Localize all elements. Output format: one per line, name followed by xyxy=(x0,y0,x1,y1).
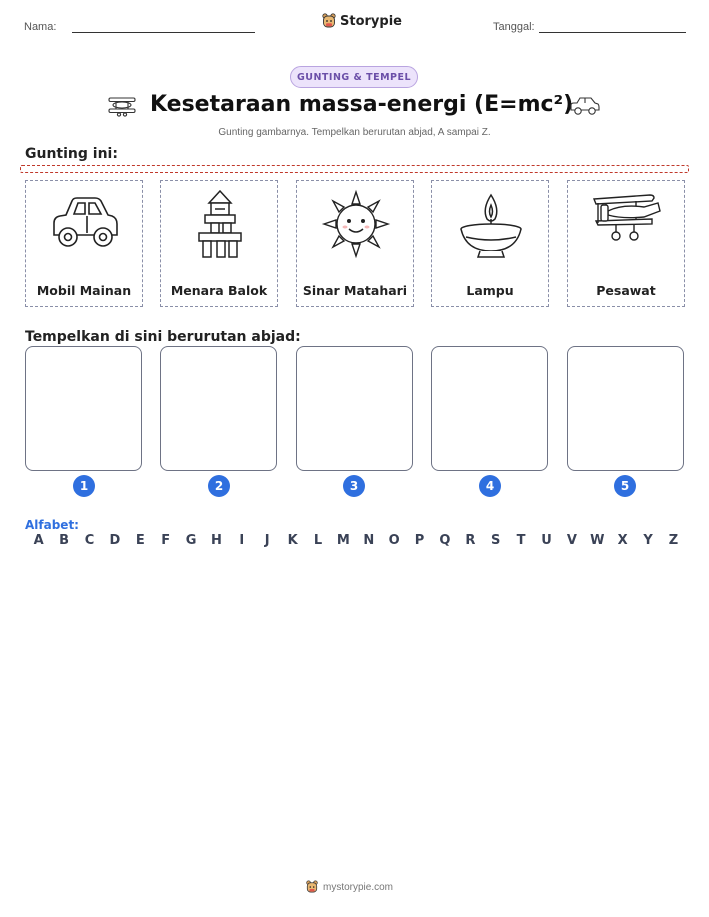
alphabet-letter: B xyxy=(59,533,70,548)
alphabet-letter: J xyxy=(264,533,270,548)
alphabet-letter: S xyxy=(491,533,501,548)
alphabet-letter: M xyxy=(336,533,350,548)
cut-section-label: Gunting ini: xyxy=(25,146,118,162)
number-badge: 4 xyxy=(479,475,501,497)
alphabet-letter: Q xyxy=(439,533,451,548)
brand-name: Storypie xyxy=(340,13,402,29)
alphabet-letter: F xyxy=(161,533,171,548)
sun-icon xyxy=(321,189,391,259)
car-decoration-icon xyxy=(568,95,602,117)
card-label: Pesawat xyxy=(596,283,656,298)
oil-lamp-icon xyxy=(456,189,526,261)
footer xyxy=(306,880,393,894)
date-field-line[interactable] xyxy=(539,32,686,33)
paste-box-1[interactable] xyxy=(25,346,142,471)
cut-card-plane[interactable] xyxy=(567,180,685,307)
alphabet-letter: C xyxy=(84,533,95,548)
activity-badge: GUNTING & TEMPEL xyxy=(290,66,418,88)
alphabet-letter: H xyxy=(210,533,222,548)
number-badge: 1 xyxy=(73,475,95,497)
alphabet-letter: K xyxy=(287,533,298,548)
page-title: Kesetaraan massa-energi (E=mc²) xyxy=(150,92,574,117)
instructions-text: Gunting gambarnya. Tempelkan berurutan abjad, A sampai Z. xyxy=(218,127,491,138)
alphabet-letter: Z xyxy=(668,533,679,548)
cut-card-lamp[interactable] xyxy=(431,180,549,307)
biplane-icon xyxy=(592,189,662,249)
number-badge: 2 xyxy=(208,475,230,497)
biplane-decoration-icon xyxy=(106,95,138,117)
brand-logo xyxy=(322,13,402,29)
alphabet-letter: N xyxy=(363,533,375,548)
alphabet-label: Alfabet: xyxy=(25,518,79,532)
alphabet-letter: V xyxy=(566,533,577,548)
alphabet-letter: T xyxy=(516,533,526,548)
alphabet-letter: E xyxy=(135,533,145,548)
alphabet-letter: I xyxy=(239,533,245,548)
card-label: Lampu xyxy=(466,283,514,298)
paste-box-4[interactable] xyxy=(431,346,548,471)
alphabet-letter: W xyxy=(590,533,605,548)
card-label: Sinar Matahari xyxy=(302,283,408,298)
cut-dashed-line xyxy=(20,165,689,173)
card-label: Mobil Mainan xyxy=(36,283,132,298)
alphabet-letter: A xyxy=(33,533,44,548)
paste-box-3[interactable] xyxy=(296,346,413,471)
cut-card-toy-car[interactable] xyxy=(25,180,143,307)
footer-link[interactable]: mystorypie.com xyxy=(323,881,394,893)
cut-card-block-tower[interactable] xyxy=(160,180,278,307)
card-label: Menara Balok xyxy=(170,283,268,298)
toy-car-icon xyxy=(50,189,120,255)
number-badge: 3 xyxy=(343,475,365,497)
alphabet-letter: U xyxy=(541,533,552,548)
alphabet-letter: O xyxy=(388,533,400,548)
name-field-line[interactable] xyxy=(72,32,255,33)
alphabet-letter: L xyxy=(313,533,323,548)
number-badge: 5 xyxy=(614,475,636,497)
paste-section-label: Tempelkan di sini berurutan abjad: xyxy=(25,329,301,345)
paste-box-5[interactable] xyxy=(567,346,684,471)
alphabet-letter: X xyxy=(617,533,628,548)
storypie-mascot-icon xyxy=(322,13,336,29)
cut-card-sun[interactable] xyxy=(296,180,414,307)
alphabet-letter: Y xyxy=(643,533,653,548)
block-tower-icon xyxy=(185,189,255,261)
alphabet-letter: R xyxy=(465,533,476,548)
storypie-mascot-icon xyxy=(306,880,318,894)
alphabet-letter: G xyxy=(185,533,197,548)
date-label: Tanggal: xyxy=(493,21,535,33)
alphabet-row xyxy=(26,533,686,548)
paste-box-2[interactable] xyxy=(160,346,277,471)
alphabet-letter: P xyxy=(414,533,425,548)
alphabet-letter: D xyxy=(109,533,121,548)
name-label: Nama: xyxy=(24,21,57,33)
